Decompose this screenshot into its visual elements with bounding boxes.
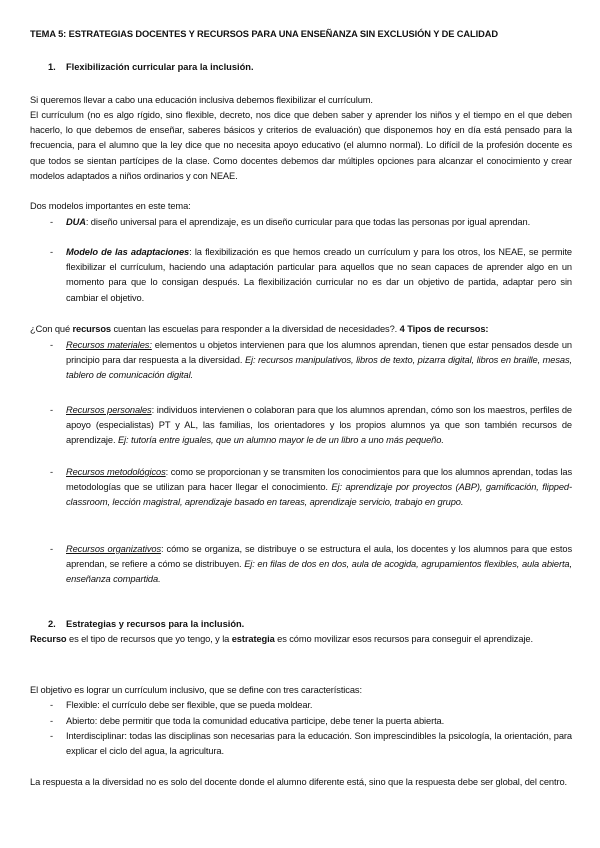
- resource-example: Ej: recursos manipulativos, libros de texto, pizarra digital, libros en braille, mesas, tablero de comunicación digital.: [66, 355, 572, 381]
- models-intro: Dos modelos importantes en este tema:: [30, 201, 191, 211]
- resource-example: Ej: tutoría entre iguales, que un alumno mayor le de un libro a uno más pequeño.: [117, 435, 444, 446]
- section-2-heading: Estrategias y recursos para la inclusión.: [66, 619, 245, 629]
- definition-text: es el tipo de recursos que yo tengo, y la: [66, 634, 232, 644]
- resource-item-personales: [66, 403, 572, 449]
- characteristic-abierto: Abierto: debe permitir que toda la comunidad educativa participe, debe tener la puerta abierta.: [66, 716, 445, 726]
- bullet-dash: -: [50, 247, 54, 257]
- question-text: cuentan las escuelas para responder a la diversidad de necesidades?.: [111, 324, 400, 334]
- model-text: : la flexibilización es que hemos creado un currículum y para los otros, los NEAE, se permite flexibilizar el currículum, haciendo una adaptación particular para aquellos que no sean capaces de aprender algo en un momento para que lo consigan después. La flexibilización curricular no es dar un objetivo de partida, adaptar pero sin cambiar el objetivo.: [66, 247, 573, 303]
- section-2-definition: [30, 632, 572, 647]
- bullet-dash: -: [50, 731, 54, 741]
- section-1-number: 1.: [48, 62, 56, 72]
- section-1-heading: Flexibilización curricular para la inclusión.: [66, 62, 254, 72]
- model-item-adaptations: [66, 245, 572, 306]
- model-term: Modelo de las adaptaciones: [66, 247, 190, 257]
- model-text: : diseño universal para el aprendizaje, es un diseño curricular para que todas las personas por igual aprendan.: [85, 217, 531, 227]
- characteristic-interdisciplinar: Interdisciplinar: todas las disciplinas son necesarias para la educación. Son imprescindibles la psicología, la orientación, para explicar el ciclo del agua, la agricultura.: [66, 731, 572, 757]
- resource-example: Ej: en filas de dos en dos, aula de acogida, agrupamientos flexibles, aula abierta, enseñanza compartida.: [66, 559, 572, 585]
- bullet-dash: -: [50, 340, 54, 350]
- resources-question: [30, 322, 572, 337]
- resource-text: : cómo se organiza, se distribuye o se estructura el aula, los docentes y los alumnos para que estos aprendan, se refiere a cómo se distribuyen.: [66, 544, 572, 570]
- resource-name: Recursos organizativos: [66, 544, 161, 554]
- resource-text: elementos u objetos intervienen para que los alumnos aprendan, tienen que estar pensados desde un principio para dar respuesta a la diversidad.: [66, 340, 572, 366]
- resource-text: : individuos intervienen o colaboran para que los alumnos aprendan, cómo son los maestros, perfiles de apoyo (especialistas) PT y AL, las familias, los orientadores y los propios alumnos ya que son también recursos de aprendizaje.: [66, 405, 572, 446]
- section-1-paragraph: El currículum (no es algo rígido, sino flexible, decreto, nos dice que deben saber y aprender los niños y el tiempo en el que deben hacerlo, lo que debemos de enseñar, saberes básicos y criterios de evaluación) que disponemos hoy en día está pensado para la frecuencia, para el alumno que la ley dice que no necesita apoyo educativo (el alumno normal). Lo difícil de la profesión docente es que todos se sientan partícipes de la clase. Como docentes debemos dar múltiples opciones para alcanzar el conocimiento y crear modelos adaptados a niños ordinarios y con NEAE.: [30, 110, 572, 181]
- resource-name: Recursos materiales:: [66, 340, 152, 350]
- bullet-dash: -: [50, 405, 54, 415]
- bullet-dash: -: [50, 467, 54, 477]
- bullet-dash: -: [50, 716, 54, 726]
- resource-example: Ej: aprendizaje por proyectos (ABP), gamificación, flipped-classroom, lección magistral, aprendizaje basado en tareas, aprendizaje servicio, trabajo en grupo.: [66, 482, 572, 508]
- resource-text: : como se proporcionan y se transmiten los conocimientos para que los alumnos aprendan, todas las metodologías que se utilizan para hacer llegar el conocimiento.: [66, 467, 572, 493]
- bullet-dash: -: [50, 217, 54, 227]
- resource-item-materiales: [66, 338, 572, 384]
- characteristic-flexible: Flexible: el currículo debe ser flexible, que se pueda moldear.: [66, 700, 313, 710]
- closing-paragraph: La respuesta a la diversidad no es solo del docente donde el alumno diferente está, sino que la respuesta debe ser global, del centro.: [30, 777, 568, 787]
- definition-text: es cómo movilizar esos recursos para conseguir el aprendizaje.: [274, 634, 533, 644]
- question-bold-end: 4 Tipos de recursos:: [399, 324, 489, 334]
- resource-item-metodologicos: [66, 465, 572, 511]
- question-text: ¿Con qué: [30, 324, 73, 334]
- definition-term: Recurso: [30, 634, 67, 644]
- question-bold: recursos: [72, 324, 111, 334]
- bullet-dash: -: [50, 544, 54, 554]
- bullet-dash: -: [50, 700, 54, 710]
- definition-term: estrategia: [231, 634, 275, 644]
- section-1-intro: Si queremos llevar a cabo una educación inclusiva debemos flexibilizar el currículum.: [30, 95, 373, 105]
- resource-name: Recursos personales: [66, 405, 152, 415]
- section-2-number: 2.: [48, 619, 56, 629]
- model-term: DUA: [66, 217, 86, 227]
- objective-text: El objetivo es lograr un currículum inclusivo, que se define con tres características:: [30, 685, 362, 695]
- model-item-dua: [66, 215, 572, 230]
- resource-name: Recursos metodológicos: [66, 467, 166, 477]
- resource-item-organizativos: [66, 542, 572, 588]
- document-title: TEMA 5: ESTRATEGIAS DOCENTES Y RECURSOS PARA UNA ENSEÑANZA SIN EXCLUSIÓN Y DE CALIDAD: [30, 29, 498, 39]
